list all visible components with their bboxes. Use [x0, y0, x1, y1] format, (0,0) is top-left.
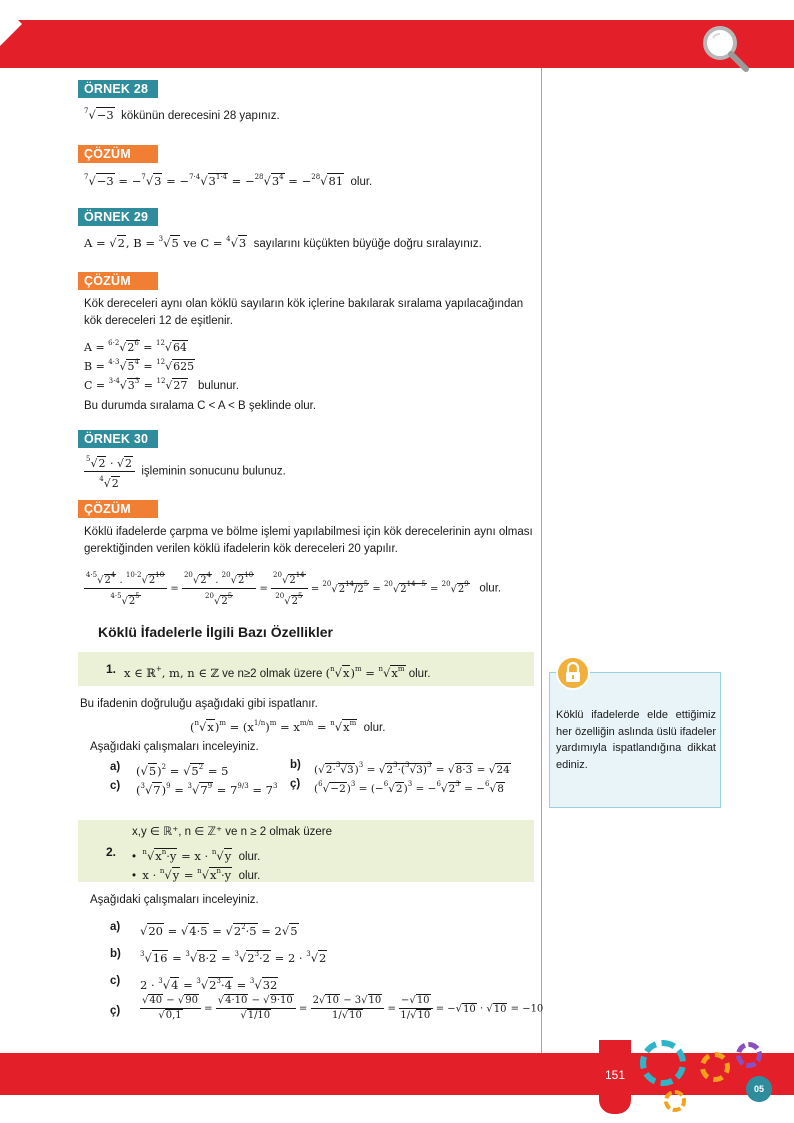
example-30-tag: ÖRNEK 30 — [78, 430, 158, 448]
example-28-solution-tag: ÇÖZÜM — [78, 145, 158, 163]
example-29-bulunur: bulunur. — [198, 380, 239, 392]
example-30-solution-tail: olur. — [479, 582, 502, 595]
gear-icon — [736, 1042, 762, 1068]
property-1-proof-tail: olur. — [363, 722, 386, 734]
property-1-examples-intro: Aşağıdaki çalışmaları inceleyiniz. — [90, 741, 259, 753]
property-1-example-b: $(√2\cdot^3√3)^3 = √2^3\cdot(^3√3)^3 = √8\cdot 3 = √24$ — [314, 761, 510, 776]
example-29-line-a: $A = ^{6\cdot 2}√2^6 = ^{12}√64$ — [84, 339, 187, 354]
property-2-condition: x,y ∈ ℝ⁺, n ∈ ℤ⁺ ve n ≥ 2 olmak üzere — [132, 826, 332, 838]
header-bar — [0, 20, 794, 68]
example-28-question-text: kökünün derecesini 28 yapınız. — [121, 110, 280, 122]
property-1-label-a: a) — [110, 761, 121, 773]
property-1-label-b: b) — [290, 759, 301, 771]
example-28-solution: $^7√-3 = -^7√3 = -^{7\cdot 4}√3^{1\cdot 4} = -^{28}√3^4 = -^{28}√81$ olur. — [84, 173, 373, 188]
property-2-number: 2. — [106, 845, 117, 859]
gear-icon — [664, 1090, 686, 1112]
header-notch — [0, 2, 22, 46]
margin-divider — [541, 68, 542, 1053]
property-1-proof-intro: Bu ifadenin doğruluğu aşağıdaki gibi ispatlanır. — [80, 698, 318, 710]
property-1-text-b: olur. — [408, 668, 431, 680]
property-2-example-a: $√20 = √4\cdot 5 = √2^2\cdot 5 = 2√5$ — [140, 923, 298, 938]
example-30-question: $\frac{^5√2 \cdot √2}{^4√2}$ işleminin sonucunu bulunuz. — [84, 452, 286, 491]
property-1-number: 1. — [106, 662, 117, 676]
lock-icon — [556, 656, 590, 690]
property-2-label-cc: ç) — [110, 1005, 121, 1017]
property-2-bullet-2-tail: olur. — [238, 870, 261, 882]
property-2-example-cc: $\frac{√40 - √90}{√0,1}$ = $\frac{√4\cdot 10 - √9\cdot 10}{√1/10}$ = $\frac{2√10 - 3√10}{1/√10}$ = $\frac{-√10}{1/√10}$ = −√10 · √10 = −10 — [142, 995, 544, 1021]
property-2-label-b: b) — [110, 948, 121, 960]
property-2-label-c: c) — [110, 975, 121, 987]
example-29-question-text: sayılarını küçükten büyüğe doğru sıralayınız. — [253, 238, 482, 250]
property-1-label-cc: ç) — [290, 778, 301, 790]
property-1-example-cc: $(^6√-2)^3 = (-^6√2)^3 = -^6√2^3 = -^6√8$ — [314, 780, 504, 795]
example-30-solution-text: Köklü ifadelerde çarpma ve bölme işlemi yapılabilmesi için kök derecelerinin aynı olması gerektiğinden verilen köklü ifadelerin kök dereceleri 20 yapılır. — [84, 526, 533, 555]
property-2-bullet-2: • $x \cdot ^n√y = ^n√x^n\cdot y$ olur. — [132, 867, 261, 882]
example-29-conclusion: Bu durumda sıralama C < A < B şeklinde olur. — [84, 400, 317, 412]
example-28-tag: ÖRNEK 28 — [78, 80, 158, 98]
example-30-solution-math: $\frac{^{4\cdot 5}√2^4 . ^{10\cdot 2}√2^{10}}{^{4\cdot 5}√2^5}$ = $\frac{^{20}√2^4 . ^{20}√2^{10}}{^{20}√2^5}$ = $\frac{^{20}√2^{14}}{^{20}√2^5}$ = $^{20}√2^{14}/2^5 = ^{20}√2^{14-5} = ^{20}√2^9$ olur. — [84, 568, 501, 609]
gear-icon — [640, 1040, 686, 1086]
property-2-examples-intro: Aşağıdaki çalışmaları inceleyiniz. — [90, 894, 259, 906]
property-2-example-b: $^3√16 = ^3√8\cdot 2 = ^3√2^3\cdot 2 = 2 \cdot ^3√2$ — [140, 950, 327, 965]
info-note-text: Köklü ifadelerde elde ettiğimiz her özelliğin aslında üslü ifadeler yardımıyla ispatlandığına dikkat ediniz. — [556, 709, 716, 771]
example-28-question: $^7$√−3 kökünün derecesini 28 yapınız. — [84, 107, 280, 122]
example-29-solution-text: Kök dereceleri aynı olan köklü sayıların kök içlerine bakılarak sıralama yapılacağından kök dereceleri 12 de eşitlenir. — [84, 298, 524, 327]
property-1-example-c: $(^3√7)^9 = ^3√7^9 = 7^{9/3} = 7^3$ — [136, 782, 278, 797]
gear-icon — [700, 1052, 730, 1082]
example-29-tag: ÖRNEK 29 — [78, 208, 158, 226]
page-number: 151 — [604, 1068, 626, 1082]
property-2-example-c: $2 \cdot ^3√4 = ^3√2^3\cdot 4 = ^3√32$ — [140, 977, 278, 992]
info-note-box — [549, 672, 721, 808]
example-29-solution-tag: ÇÖZÜM — [78, 272, 158, 290]
unit-badge: 05 — [746, 1076, 772, 1102]
example-28-solution-tail: olur. — [350, 176, 373, 188]
section-title: Köklü İfadelerle İlgili Bazı Özellikler — [98, 624, 333, 640]
example-30-solution-tag: ÇÖZÜM — [78, 500, 158, 518]
example-29-line-c: $C = ^{3\cdot 4}√3^3 = ^{12}√27$ bulunur. — [84, 377, 239, 392]
magnifier-icon — [698, 22, 752, 76]
property-2-bullet-1: • $^n√x^n\cdot y = x \cdot ^n√y$ olur. — [132, 848, 261, 863]
property-1-text-a: ve n≥2 olmak üzere — [222, 668, 323, 680]
property-1-proof: $(^n√x)^m = (x^{1/n})^m = x^{m/n} = ^n√x^m$ olur. — [190, 719, 386, 734]
property-1-label-c: c) — [110, 780, 121, 792]
property-1-statement: x ∈ ℝ+, m, n ∈ ℤ ve n≥2 olmak üzere $(^n√x)^m = ^n√x^m$ olur. — [124, 665, 431, 680]
property-2-bullet-1-tail: olur. — [238, 851, 261, 863]
example-29-line-b: $B = ^{4\cdot 3}√5^4 = ^{12}√625$ — [84, 358, 195, 373]
property-2-label-a: a) — [110, 921, 121, 933]
example-30-question-text: işleminin sonucunu bulunuz. — [141, 465, 286, 478]
example-29-question: A = √2, B = $^3$√5 ve C = $^4$√3 sayılarını küçükten büyüğe doğru sıralayınız. — [84, 235, 482, 250]
property-1-example-a: $(√5)^2 = √5^2 = 5$ — [136, 763, 229, 778]
